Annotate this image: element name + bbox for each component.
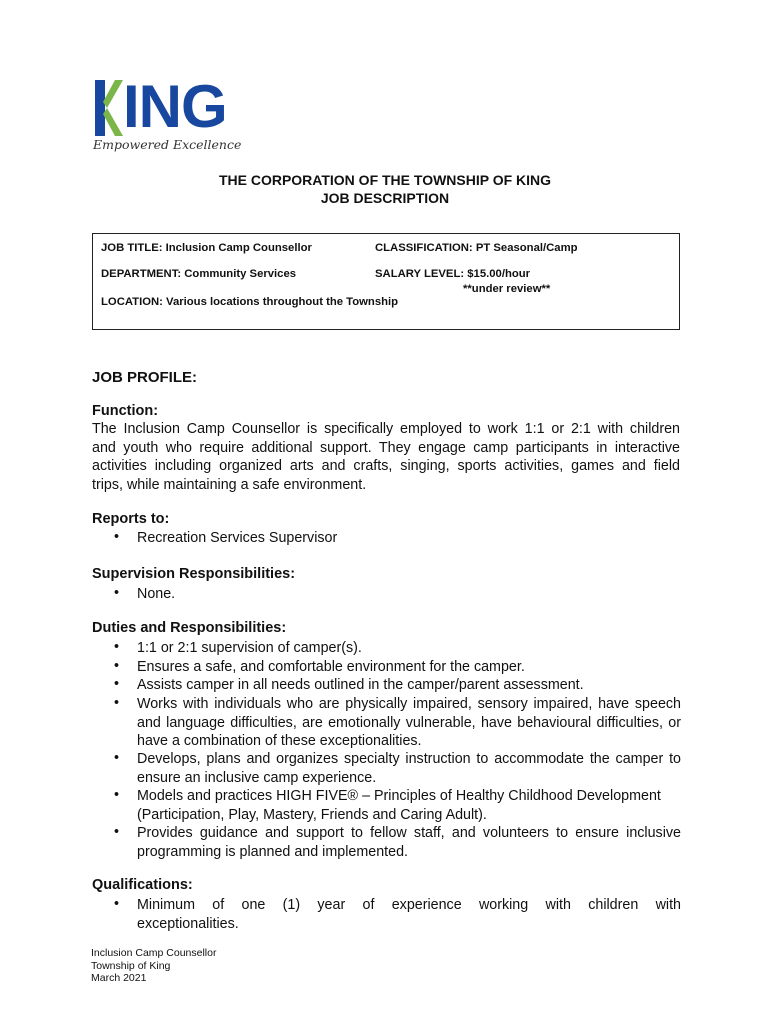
job-info-box	[92, 233, 680, 330]
list-item: None.	[137, 586, 176, 602]
function-line: and youth who require additional support. They engage camp participants in interactive	[92, 439, 680, 456]
bullet-icon: •	[114, 529, 120, 545]
list-item: 1:1 or 2:1 supervision of camper(s).	[137, 640, 362, 656]
duties-heading: Duties and Responsibilities:	[92, 620, 287, 636]
corporation-title: THE CORPORATION OF THE TOWNSHIP OF KING	[218, 172, 552, 188]
function-line: trips, while maintaining a safe environment.	[92, 476, 367, 493]
list-item: Works with individuals who are physically impaired, sensory impaired, have speech and language difficulties, are emotionally vulnerable, have behavioural difficulties, or have a combination of these exceptionalities.	[137, 696, 681, 749]
salary-note: **under review**	[463, 283, 551, 295]
bullet-icon: •	[114, 585, 120, 601]
footer	[91, 947, 216, 985]
list-item: Develops, plans and organizes specialty instruction to accommodate the camper to ensure an inclusive camp experience.	[137, 751, 681, 786]
supervision-heading: Supervision Responsibilities:	[92, 566, 296, 582]
logo-tagline: Empowered Excellence	[93, 137, 242, 152]
function-text	[92, 420, 680, 494]
bullet-icon: •	[114, 639, 120, 655]
job-profile-heading: JOB PROFILE:	[92, 369, 198, 386]
document-title: JOB DESCRIPTION	[320, 190, 450, 206]
function-line: The Inclusion Camp Counsellor is specifically employed to work 1:1 or 2:1 with children	[92, 421, 680, 437]
list-item: Models and practices HIGH FIVE® – Principles of Healthy Childhood Development (Participation, Play, Mastery, Friends and Caring Adult).	[137, 788, 661, 823]
bullet-icon: •	[114, 750, 120, 766]
function-heading: Function:	[92, 403, 159, 419]
bullet-icon: •	[114, 676, 120, 692]
list-item: Ensures a safe, and comfortable environment for the camper.	[137, 659, 525, 675]
function-line: activities including organized arts and crafts, singing, sports activities, games and field	[92, 458, 680, 474]
footer-line: March 2021	[91, 972, 147, 984]
footer-line: Inclusion Camp Counsellor	[91, 947, 217, 959]
bullet-icon: •	[114, 658, 120, 674]
list-item: Assists camper in all needs outlined in the camper/parent assessment.	[137, 677, 584, 693]
logo-wordmark: ING	[123, 73, 227, 140]
list-item: Recreation Services Supervisor	[137, 530, 338, 546]
list-item: Provides guidance and support to fellow staff, and volunteers to ensure inclusive programming is planned and implemented.	[137, 825, 681, 860]
department-field: DEPARTMENT: Community Services	[101, 268, 297, 280]
qualifications-heading: Qualifications:	[92, 877, 193, 893]
bullet-icon: •	[114, 695, 120, 711]
logo-mark-icon	[93, 80, 123, 136]
bullet-icon: •	[114, 896, 120, 912]
bullet-icon: •	[114, 824, 120, 840]
bullet-icon: •	[114, 787, 120, 803]
township-logo	[93, 73, 242, 158]
list-item: Minimum of one (1) year of experience working with children with exceptionalities.	[137, 897, 681, 932]
footer-line: Township of King	[91, 959, 171, 972]
classification-field: CLASSIFICATION: PT Seasonal/Camp	[375, 242, 578, 254]
job-title-field: JOB TITLE: Inclusion Camp Counsellor	[101, 242, 312, 254]
salary-field: SALARY LEVEL: $15.00/hour	[375, 268, 531, 280]
location-field: LOCATION: Various locations throughout the Township	[101, 296, 399, 308]
reports-to-heading: Reports to:	[92, 511, 170, 527]
